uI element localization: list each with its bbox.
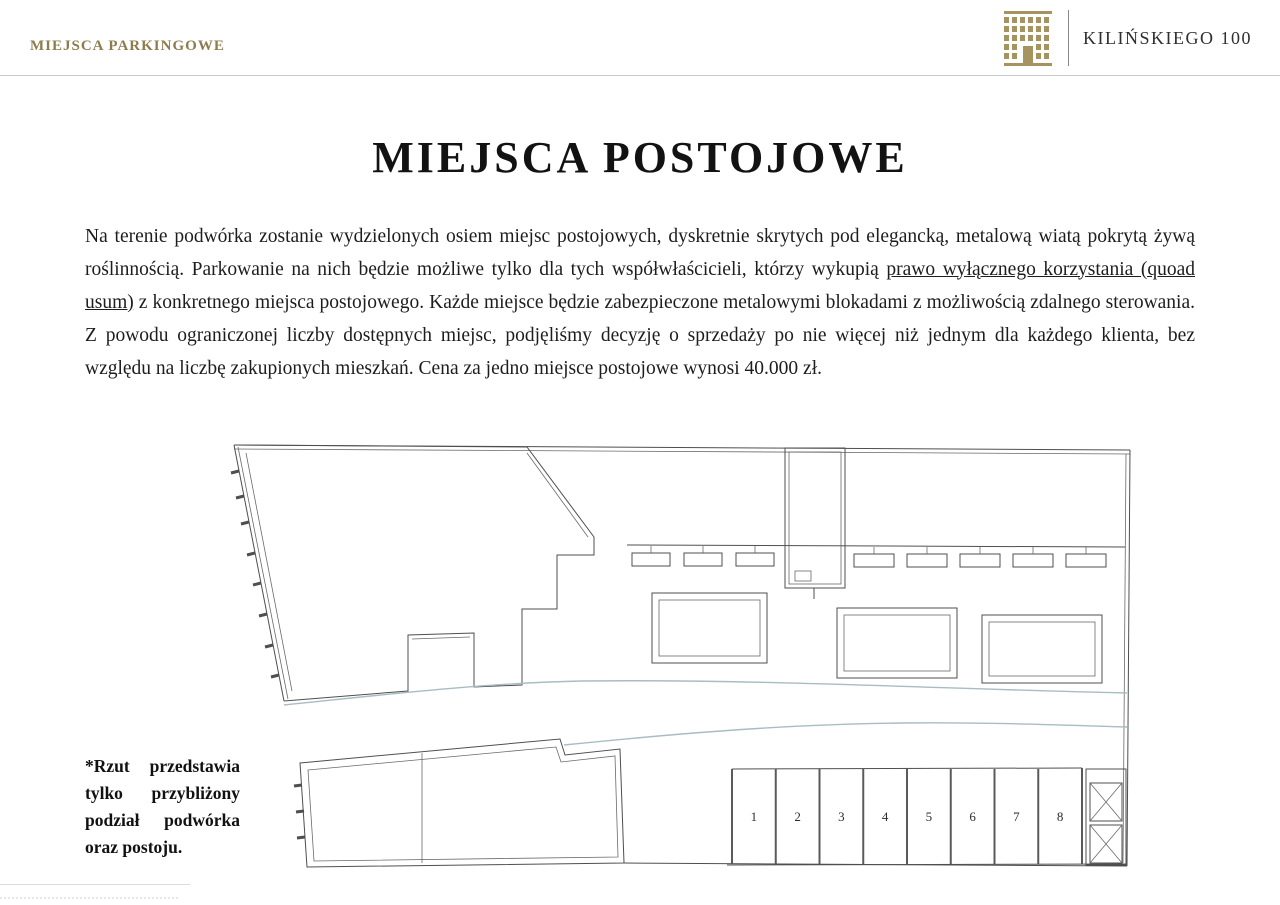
parking-space-number: 7 <box>1013 809 1020 824</box>
parking-space-number: 8 <box>1056 809 1064 824</box>
decorative-line <box>0 884 190 885</box>
driveway-road <box>284 681 1127 745</box>
parking-space-number: 5 <box>925 809 933 824</box>
left-building <box>234 445 594 701</box>
underlined-phrase: prawo wyłącznego korzystania (quoad usum) <box>85 258 1196 313</box>
parking-stalls <box>727 768 1127 865</box>
hatched-boxes <box>1086 769 1126 865</box>
brand-block <box>1002 8 1252 68</box>
page-title: MIEJSCA POSTOJOWE <box>372 133 908 183</box>
planters <box>652 593 1102 683</box>
parking-space-number: 3 <box>838 809 845 824</box>
parking-space-number: 6 <box>969 809 976 824</box>
building-facade-icon <box>1002 10 1054 66</box>
top-wall-bays <box>627 545 1125 567</box>
gate-building <box>785 448 845 599</box>
section-label: MIEJSCA PARKINGOWE <box>30 38 225 54</box>
description-paragraph <box>85 220 1195 385</box>
page-header <box>0 0 1280 76</box>
bottom-building <box>294 739 624 867</box>
parking-space-number: 4 <box>881 809 889 824</box>
site-plan <box>222 433 1142 873</box>
site-plan-drawing <box>222 433 1142 873</box>
brand-name: KILIŃSKIEGO 100 <box>1083 27 1252 48</box>
decorative-dashes <box>0 897 178 899</box>
parking-space-number: 2 <box>794 809 801 824</box>
plan-footnote: *Rzut przedstawia tylko przybliżony podział podwórka oraz postoju. <box>85 756 240 857</box>
paragraph-part1: Na terenie podwórka zostanie wydzielonych osiem miejsc postojowych, dyskretnie skrytych pod elegancką, metalową wiatą pokrytą żywą roślinnością. Parkowanie na nich będzie możliwe tylko dla tych współwłaścicieli, którzy wykupią <box>85 225 1195 280</box>
parking-space-number: 1 <box>750 809 758 824</box>
header-divider <box>1068 10 1069 66</box>
paragraph-part2: z konkretnego miejsca postojowego. Każde miejsce będzie zabezpieczone metalowymi blokadami z możliwością zdalnego sterowania. Z powodu ograniczonej liczby dostępnych miejsc, podjęliśmy decyzję o sprzedaży po nie więcej niż jednym dla każdego klienta, bez względu na liczbę zakupionych mieszkań. Cena za jedno miejsce postojowe wynosi 40.000 zł. <box>85 291 1195 379</box>
